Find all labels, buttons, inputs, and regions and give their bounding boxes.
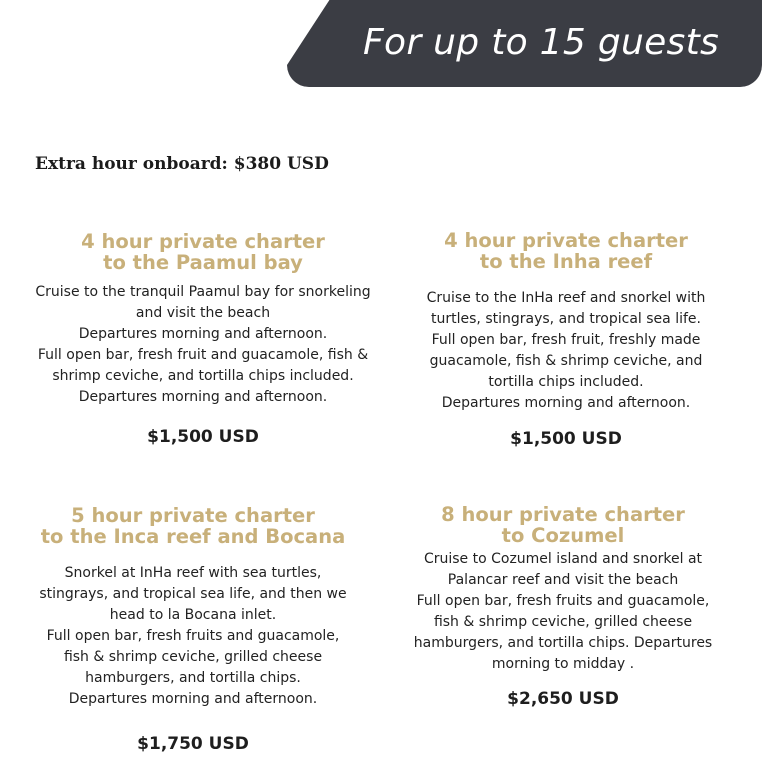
charter-title-line2: to the Inca reef and Bocana	[40, 525, 346, 548]
charter-title	[28, 231, 378, 273]
description-line: Full open bar, fresh fruits and guacamole,	[416, 593, 710, 609]
description-line: Full open bar, fresh fruit, freshly made	[431, 332, 701, 348]
description-line: hamburgers, and tortilla chips. Departures	[413, 635, 713, 651]
description-line: Cruise to Cozumel island and snorkel at	[423, 551, 703, 567]
charter-description	[18, 563, 368, 710]
description-line: Snorkel at InHa reef with sea turtles,	[64, 565, 322, 581]
charter-card-inca-bocana	[18, 505, 368, 765]
charter-card-cozumel	[388, 504, 738, 724]
description-line: turtles, stingrays, and tropical sea life.	[431, 311, 701, 327]
description-line: Departures morning and afternoon.	[78, 326, 328, 342]
charter-price: $2,650 USD	[507, 689, 619, 709]
charter-price: $1,500 USD	[510, 429, 622, 449]
charter-description	[28, 282, 378, 408]
description-line: head to la Bocana inlet.	[109, 607, 277, 623]
description-line: Departures morning and afternoon.	[68, 691, 318, 707]
description-line: and visit the beach	[135, 305, 271, 321]
charter-card-paamul	[28, 231, 378, 461]
description-line: Full open bar, fresh fruit and guacamole, fish &	[37, 347, 369, 363]
charter-title-line1: 8 hour private charter	[441, 503, 685, 526]
charter-price: $1,750 USD	[137, 734, 249, 754]
charter-title-line1: 4 hour private charter	[444, 229, 688, 252]
description-line: Departures morning and afternoon.	[78, 389, 328, 405]
description-line: shrimp ceviche, and tortilla chips included.	[52, 368, 354, 384]
description-line: hamburgers, and tortilla chips.	[85, 670, 301, 686]
description-line: fish & shrimp ceviche, grilled cheese	[433, 614, 693, 630]
description-line: guacamole, fish & shrimp ceviche, and	[429, 353, 703, 369]
description-line: Cruise to the tranquil Paamul bay for snorkeling	[35, 284, 371, 300]
charter-title-line2: to the Inha reef	[479, 250, 653, 273]
extra-hour-price: Extra hour onboard: $380 USD	[35, 154, 329, 174]
banner-subtitle: For up to 15 guests	[363, 22, 720, 63]
charter-description	[391, 288, 741, 414]
description-line: morning to midday .	[491, 656, 635, 672]
charter-title	[388, 504, 738, 546]
charter-title	[391, 230, 741, 272]
charter-title	[18, 505, 368, 547]
charter-description	[388, 549, 738, 675]
charter-title-line2: to Cozumel	[501, 524, 625, 547]
charter-price: $1,500 USD	[147, 427, 259, 447]
description-line: Full open bar, fresh fruits and guacamole,	[46, 628, 340, 644]
description-line: Cruise to the InHa reef and snorkel with	[426, 290, 706, 306]
description-line: Palancar reef and visit the beach	[447, 572, 679, 588]
description-line: Departures morning and afternoon.	[441, 395, 691, 411]
description-line: stingrays, and tropical sea life, and then we	[39, 586, 347, 602]
charter-title-line1: 4 hour private charter	[81, 230, 325, 253]
description-line: fish & shrimp ceviche, grilled cheese	[63, 649, 323, 665]
charter-title-line2: to the Paamul bay	[103, 251, 303, 274]
charter-title-line1: 5 hour private charter	[71, 504, 315, 527]
charter-card-inha	[391, 230, 741, 460]
description-line: tortilla chips included.	[488, 374, 644, 390]
